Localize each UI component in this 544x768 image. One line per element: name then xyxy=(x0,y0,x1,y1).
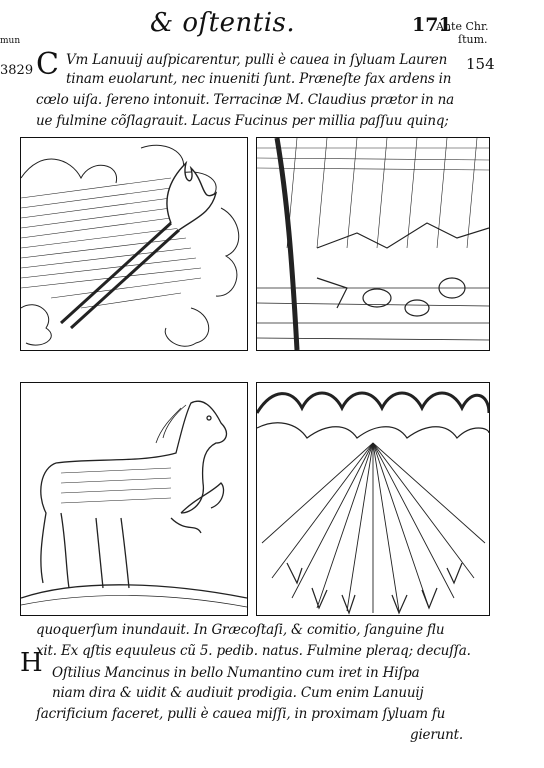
text-line: quoquerſum inundauit. In Græcoſtaſi, & comitio, ſanguine flu xyxy=(36,622,445,638)
rays-from-clouds-icon xyxy=(257,383,489,615)
text-line: cœlo uiſa. ſereno intonuit. Terracinæ M. Claudius prætor in na xyxy=(36,92,454,108)
margin-year-am: 3829 xyxy=(0,63,34,78)
text-line: gierunt. xyxy=(410,727,463,743)
page-number: 171 xyxy=(412,14,452,36)
storm-woodcut xyxy=(256,137,490,351)
foal-icon xyxy=(21,383,247,615)
text-line: tinam euolarunt, nec inueniti ſunt. Præneſte fax ardens in xyxy=(66,71,452,87)
running-title: & oſtentis. xyxy=(150,8,296,38)
drop-cap-c: C xyxy=(36,47,59,82)
sun-rays-woodcut xyxy=(256,382,490,616)
margin-year-bc: 154 xyxy=(466,55,495,73)
margin-note-left: mun xyxy=(0,36,21,46)
horse-woodcut xyxy=(20,382,248,616)
comet-woodcut xyxy=(20,137,248,351)
torch-in-clouds-icon xyxy=(21,138,247,350)
margin-note-era: Ante Chr. xyxy=(436,20,489,33)
text-line: ue fulmine cõſlagrauit. Lacus Fucinus per millia paſſuu quinq; xyxy=(36,113,449,129)
lightning-storm-icon xyxy=(257,138,489,350)
text-line: xit. Ex qſtis equuleus cũ 5. pedib. natus. Fulmine pleraq; decuſſa. xyxy=(36,643,471,659)
text-line: Oſtilius Mancinus in bello Numantino cum iret in Hiſpa xyxy=(52,665,420,681)
margin-note-era-2: ſtum. xyxy=(458,33,488,46)
drop-cap-h: H xyxy=(20,648,43,678)
text-line: ſacrificium faceret, pulli è cauea miſſi, in proximam ſyluam fu xyxy=(36,706,446,722)
text-line: Vm Lanuuij auſpicarentur, pulli è cauea in ſyluam Lauren xyxy=(66,52,448,68)
text-line: niam dira & uidit & audiuit prodigia. Cum enim Lanuuij xyxy=(52,685,424,701)
